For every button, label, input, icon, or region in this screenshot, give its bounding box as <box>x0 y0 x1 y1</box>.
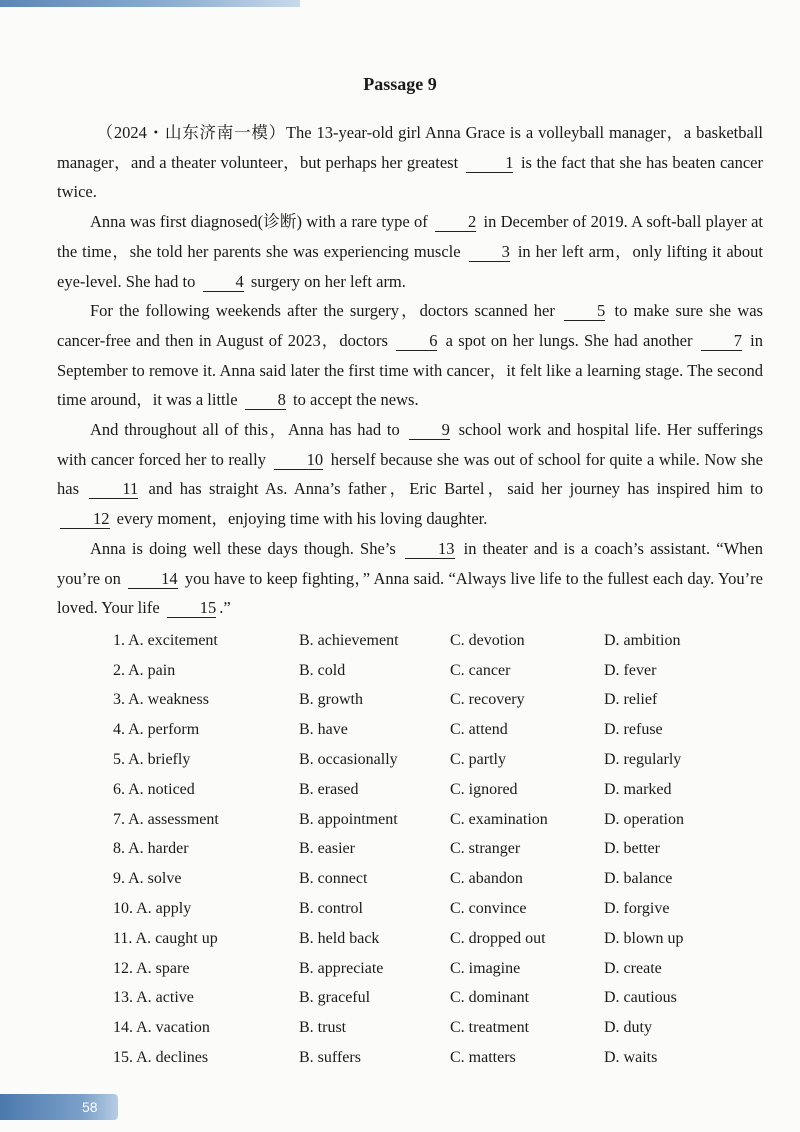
option-d: D. forgive <box>604 900 670 918</box>
question-options <box>113 894 753 924</box>
option-d: D. cautious <box>604 989 677 1007</box>
option-b: B. erased <box>299 780 359 798</box>
option-a: 1. A. excitement <box>113 631 218 649</box>
option-c: C. abandon <box>450 870 523 888</box>
blank-9: 9 <box>409 421 450 440</box>
blank-1: 1 <box>466 154 514 173</box>
option-d: D. refuse <box>604 721 663 739</box>
option-c: C. treatment <box>450 1019 530 1037</box>
blank-7: 7 <box>701 332 742 351</box>
question-options <box>113 924 753 954</box>
text-segment: in September to remove it. Anna said later the first time with cancer，it felt like a learning stage. The second time around，it was a little <box>57 330 764 410</box>
text-segment: in theater and is a coach’s assistant. “When you’re on <box>57 538 763 588</box>
option-a: 8. A. harder <box>113 840 189 858</box>
option-a: 7. A. assessment <box>113 810 219 828</box>
passage-title: Passage 9 <box>363 74 437 94</box>
option-c: C. recovery <box>450 691 525 709</box>
paragraph-1 <box>57 118 763 207</box>
option-b: B. growth <box>299 691 363 709</box>
option-a: 9. A. solve <box>113 870 182 888</box>
text-segment: school work and hospital life. Her sufferings with cancer forced her to really <box>57 420 764 469</box>
blank-3: 3 <box>469 243 510 262</box>
option-c: C. devotion <box>450 631 525 649</box>
option-a: 11. A. caught up <box>113 929 218 947</box>
text-segment: a spot on her lungs. She had another <box>440 330 698 350</box>
text-segment: Anna was first diagnosed(诊断) with a rare type of <box>90 212 432 232</box>
option-c: C. dropped out <box>450 929 546 947</box>
option-d: D. relief <box>604 691 658 709</box>
text-segment: herself because she was out of school for quite a while. Now she has <box>57 449 763 499</box>
option-c: C. matters <box>450 1049 516 1067</box>
blank-8: 8 <box>245 391 286 410</box>
option-c: C. stranger <box>450 840 521 858</box>
option-d: D. better <box>604 840 660 858</box>
option-a: 12. A. spare <box>113 959 190 977</box>
text-segment: in her left arm，only lifting it about eye-level. She had to <box>57 241 763 291</box>
option-b: B. occasionally <box>299 751 398 769</box>
question-options <box>113 835 753 865</box>
option-b: B. held back <box>299 929 380 947</box>
passage-body <box>57 118 763 623</box>
page-number-tab <box>0 1094 118 1120</box>
page-number: 58 <box>82 1099 98 1115</box>
question-options <box>113 686 753 716</box>
blank-11: 11 <box>89 480 138 499</box>
option-a: 14. A. vacation <box>113 1019 210 1037</box>
option-a: 6. A. noticed <box>113 780 195 798</box>
blank-2: 2 <box>435 213 476 232</box>
text-segment: and has straight As. Anna’s father，Eric Bartel，said her journey has inspired him to <box>141 479 763 499</box>
blank-13: 13 <box>405 540 455 559</box>
option-a: 15. A. declines <box>113 1049 209 1067</box>
question-options <box>113 1013 753 1043</box>
question-options <box>113 626 753 656</box>
option-c: C. ignored <box>450 780 518 798</box>
option-d: D. create <box>604 959 662 977</box>
question-options <box>113 656 753 686</box>
text-segment: surgery on her left arm. <box>246 271 406 291</box>
text-segment: For the following weekends after the surgery，doctors scanned her <box>90 301 562 321</box>
option-b: B. connect <box>299 870 368 888</box>
question-options <box>113 984 753 1014</box>
question-options <box>113 715 753 745</box>
blank-12: 12 <box>60 510 110 529</box>
option-a: 2. A. pain <box>113 661 176 679</box>
option-c: C. attend <box>450 721 508 739</box>
option-a: 3. A. weakness <box>113 691 209 709</box>
paragraph-3 <box>57 296 763 415</box>
answer-options <box>113 626 753 1073</box>
option-a: 10. A. apply <box>113 900 192 918</box>
top-decorative-bar <box>0 0 300 7</box>
text-segment: And throughout all of this，Anna has had to <box>90 420 406 440</box>
blank-5: 5 <box>564 302 605 321</box>
blank-4: 4 <box>203 273 244 292</box>
text-segment: every moment，enjoying time with his loving daughter. <box>112 509 488 529</box>
option-d: D. ambition <box>604 631 681 649</box>
text-segment: in December of 2019. A soft-ball player at the time，she told her parents she was experiencing muscle <box>57 212 763 261</box>
option-a: 4. A. perform <box>113 721 200 739</box>
text-segment: Anna is doing well these days though. She’s <box>90 538 402 558</box>
option-a: 5. A. briefly <box>113 751 191 769</box>
option-d: D. waits <box>604 1049 658 1067</box>
option-b: B. control <box>299 900 363 918</box>
option-b: B. cold <box>299 661 346 679</box>
option-b: B. have <box>299 721 348 739</box>
option-b: B. achievement <box>299 631 399 649</box>
option-b: B. appointment <box>299 810 398 828</box>
option-b: B. easier <box>299 840 355 858</box>
paragraph-2 <box>57 207 763 296</box>
option-c: C. imagine <box>450 959 521 977</box>
text-segment: .” <box>219 598 231 618</box>
paragraph-4 <box>57 415 763 534</box>
question-options <box>113 745 753 775</box>
option-c: C. partly <box>450 751 506 769</box>
question-options <box>113 775 753 805</box>
blank-14: 14 <box>128 570 178 589</box>
option-b: B. trust <box>299 1019 347 1037</box>
paragraph-5 <box>57 534 763 623</box>
option-c: C. cancer <box>450 661 511 679</box>
option-d: D. fever <box>604 661 657 679</box>
option-d: D. balance <box>604 870 673 888</box>
question-options <box>113 1043 753 1073</box>
option-c: C. convince <box>450 900 527 918</box>
option-b: B. graceful <box>299 989 371 1007</box>
question-options <box>113 805 753 835</box>
option-a: 13. A. active <box>113 989 194 1007</box>
option-d: D. regularly <box>604 751 682 769</box>
question-options <box>113 864 753 894</box>
question-options <box>113 954 753 984</box>
blank-15: 15 <box>167 599 217 618</box>
option-c: C. examination <box>450 810 548 828</box>
option-d: D. marked <box>604 780 672 798</box>
option-d: D. blown up <box>604 929 684 947</box>
option-d: D. operation <box>604 810 684 828</box>
option-d: D. duty <box>604 1019 652 1037</box>
text-segment: （2024・山东济南一模）The 13-year-old girl Anna Grace is a volleyball manager，a basketball manager，and a theater volunteer，but perhaps her greatest <box>57 123 763 172</box>
blank-10: 10 <box>274 451 324 470</box>
option-b: B. appreciate <box>299 959 384 977</box>
text-segment: you have to keep fighting，” Anna said. “Always live life to the fullest each day. You’re loved. Your life <box>57 568 763 618</box>
text-segment: to accept the news. <box>288 390 419 410</box>
text-segment: is the fact that she has beaten cancer twice. <box>57 152 763 202</box>
option-c: C. dominant <box>450 989 530 1007</box>
blank-6: 6 <box>396 332 437 351</box>
text-segment: to make sure she was cancer-free and then in August of 2023，doctors <box>57 301 763 350</box>
option-b: B. suffers <box>299 1049 361 1067</box>
